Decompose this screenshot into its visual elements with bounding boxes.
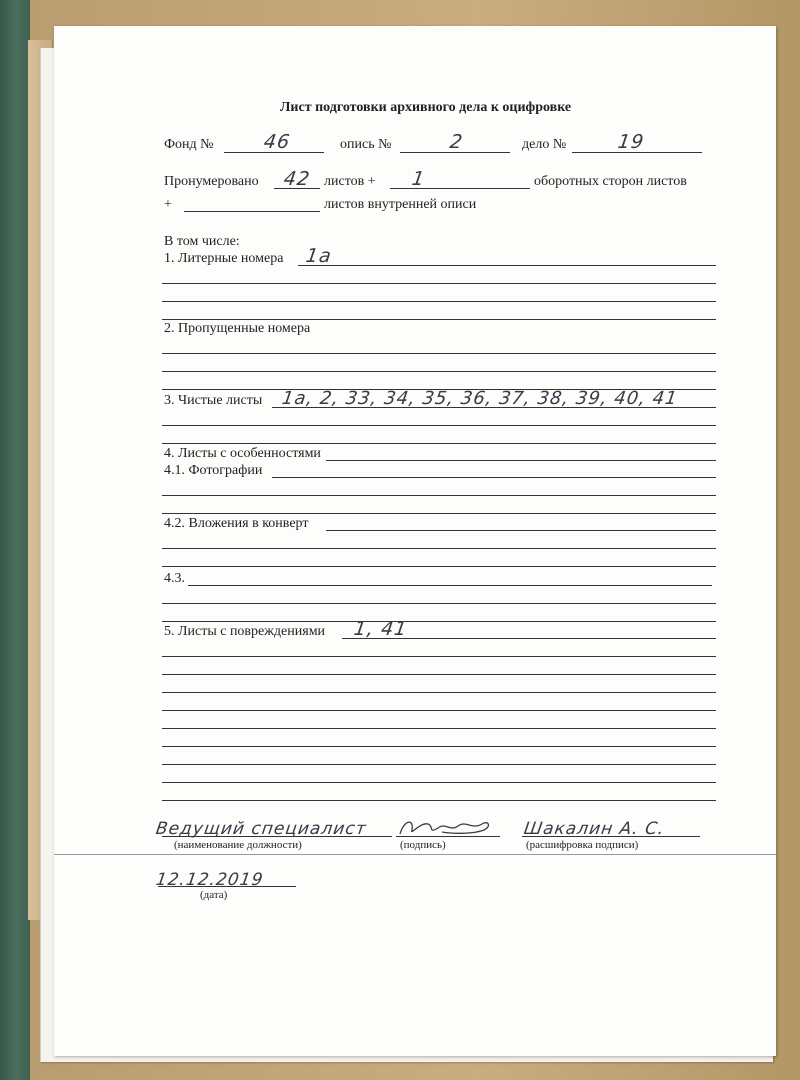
item41-line	[272, 477, 716, 478]
item3-label: 3. Чистые листы	[164, 393, 263, 408]
item1-line	[298, 265, 716, 266]
item3-value: 1а, 2, 33, 34, 35, 36, 37, 38, 39, 40, 41	[280, 388, 680, 409]
position-value: Ведущий специалист	[154, 819, 368, 839]
item1-label: 1. Литерные номера	[164, 251, 284, 266]
blank-line	[162, 425, 716, 426]
decoding-line	[522, 836, 700, 837]
item43-line	[188, 585, 712, 586]
blank-line	[162, 746, 716, 747]
delo-value: 19	[616, 131, 646, 153]
blank-line	[162, 674, 716, 675]
numbered-value: 42	[282, 168, 312, 190]
decoding-caption: (расшифровка подписи)	[526, 839, 639, 851]
including-label: В том числе:	[164, 234, 240, 249]
signature-line	[396, 836, 500, 837]
item5-value: 1, 41	[352, 618, 409, 640]
item42-line	[326, 530, 716, 531]
item41-label: 4.1. Фотографии	[164, 463, 263, 478]
form-title: Лист подготовки архивного дела к оцифровке	[280, 100, 572, 115]
position-caption: (наименование должности)	[174, 839, 302, 851]
blank-line	[162, 495, 716, 496]
inner-inventory-label: листов внутренней описи	[324, 197, 477, 212]
blank-line	[162, 692, 716, 693]
fold-crease	[54, 854, 776, 855]
blank-line	[162, 353, 716, 354]
item1-value: 1а	[304, 245, 334, 267]
sheets-plus-label: листов +	[324, 174, 376, 189]
date-value: 12.12.2019	[154, 870, 265, 890]
blank-line	[162, 710, 716, 711]
item42-label: 4.2. Вложения в конверт	[164, 516, 309, 531]
blank-line	[162, 283, 716, 284]
blank-line	[162, 656, 716, 657]
numbered-label: Пронумеровано	[164, 174, 259, 189]
opis-label: опись №	[340, 137, 392, 152]
item4-line	[326, 460, 716, 461]
decoding-value: Шакалин А. С.	[522, 819, 666, 839]
date-caption: (дата)	[200, 889, 228, 901]
blank-line	[162, 513, 716, 514]
blank-line	[162, 800, 716, 801]
blank-line	[162, 319, 716, 320]
item2-label: 2. Пропущенные номера	[164, 321, 311, 336]
reverse-label: оборотных сторон листов	[534, 174, 687, 189]
delo-label: дело №	[522, 137, 567, 152]
blank-line	[162, 621, 716, 622]
blank-line	[162, 301, 716, 302]
reverse-value: 1	[410, 168, 427, 190]
blank-line	[162, 782, 716, 783]
item4-label: 4. Листы с особенностями	[164, 446, 321, 461]
form-sheet	[54, 26, 776, 1056]
plus-label: +	[164, 197, 172, 212]
blank-line	[162, 443, 716, 444]
item43-label: 4.3.	[164, 571, 185, 586]
blank-line	[162, 603, 716, 604]
blank-line	[162, 566, 716, 567]
signature-caption: (подпись)	[400, 839, 446, 851]
item5-label: 5. Листы с повреждениями	[164, 624, 326, 639]
fond-value: 46	[262, 131, 292, 153]
blank-line	[162, 371, 716, 372]
date-line	[158, 886, 296, 887]
folder-binding-strip	[0, 0, 30, 1080]
blank-line	[162, 764, 716, 765]
blank-line	[162, 548, 716, 549]
inner-inventory-line	[184, 211, 320, 212]
blank-line	[162, 728, 716, 729]
position-line	[162, 836, 392, 837]
fond-label: Фонд №	[164, 137, 214, 152]
opis-value: 2	[448, 131, 465, 153]
